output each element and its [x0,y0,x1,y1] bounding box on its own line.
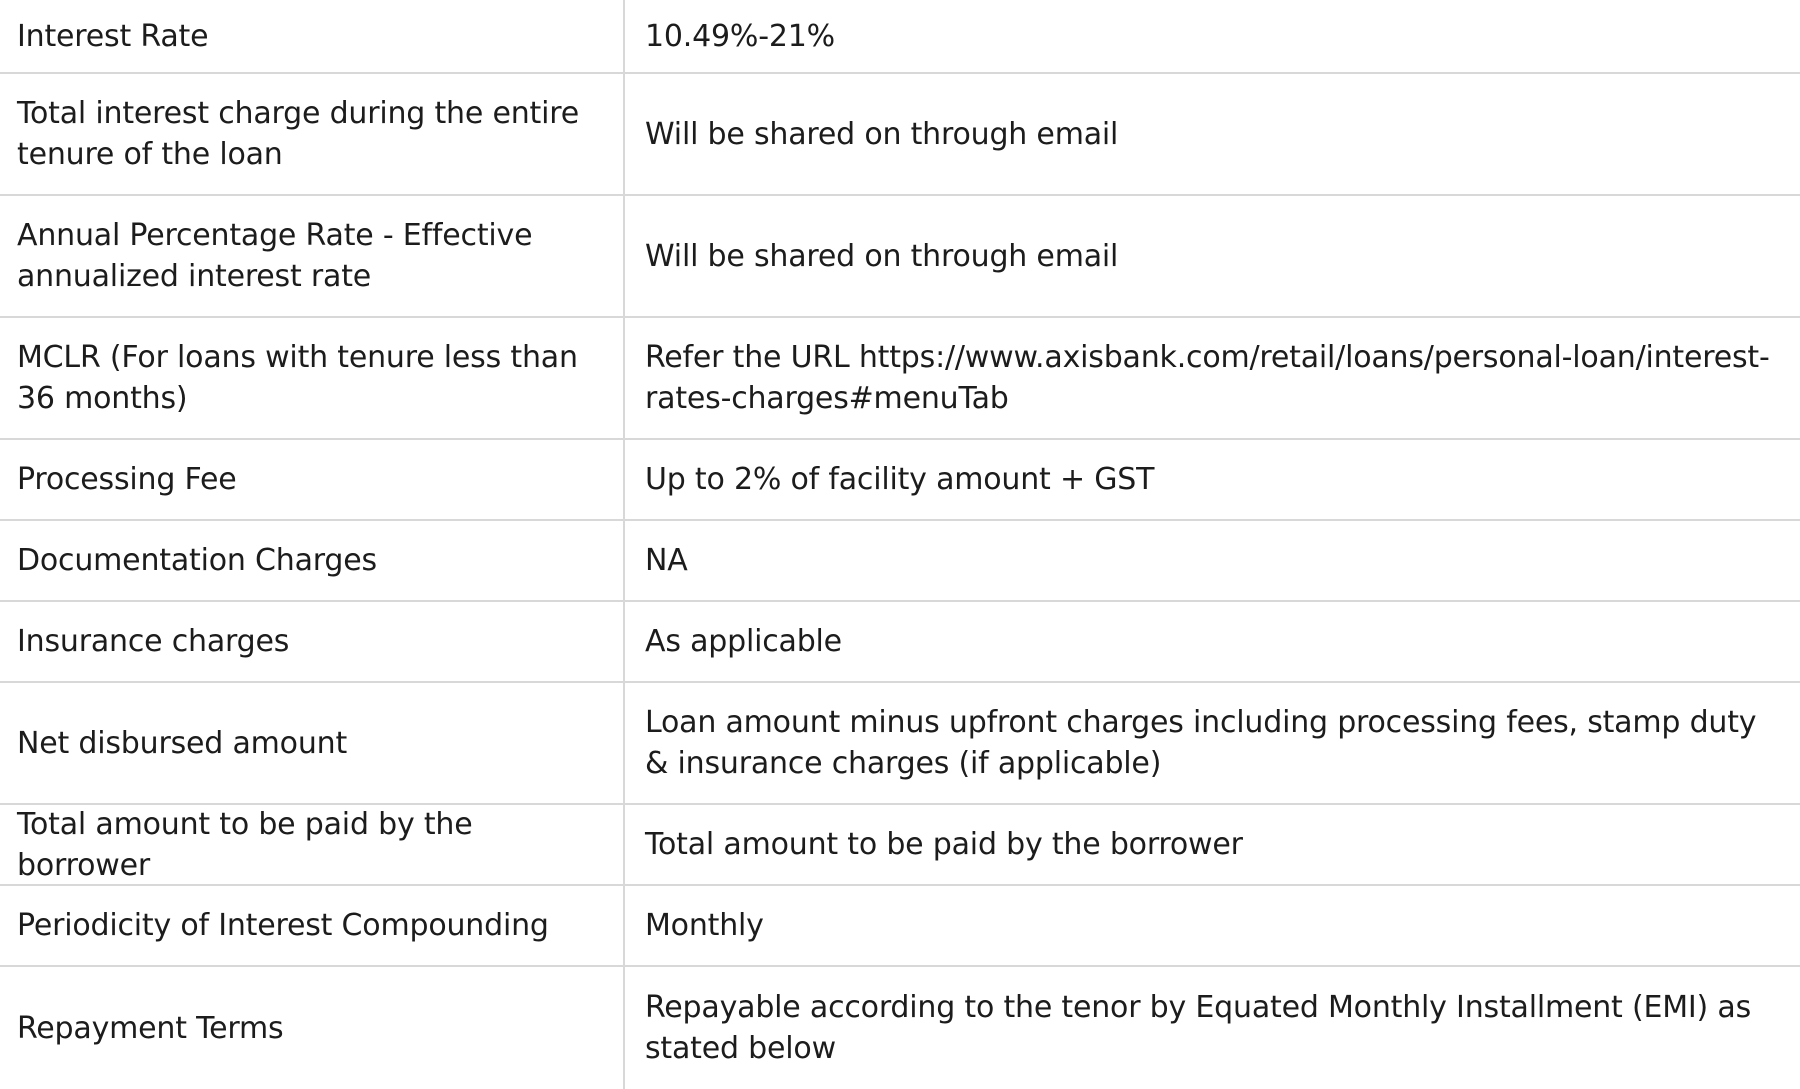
row-value: Repayable according to the tenor by Equated Monthly Installment (EMI) as stated below [645,990,1752,1066]
row-value: Will be shared on through email [645,238,1119,274]
row-value: Monthly [645,908,764,943]
table-row [0,602,1800,683]
table-row [0,440,1800,521]
table-row [0,521,1800,602]
row-value-cell [625,440,1800,519]
row-value: Loan amount minus upfront charges including processing fees, stamp duty & insurance charges (if applicable) [645,705,1757,781]
table-row [0,805,1800,886]
row-label-cell [0,521,625,600]
row-value-cell [625,74,1800,194]
row-value: Refer the URL https://www.axisbank.com/retail/loans/personal-loan/interest-rates-charges#menuTab [645,340,1770,416]
row-label-cell [0,967,625,1089]
row-value-cell [625,886,1800,965]
row-value-cell [625,602,1800,681]
row-label-cell [0,440,625,519]
row-label: Annual Percentage Rate - Effective annualized interest rate [17,218,533,294]
row-label: Processing Fee [17,462,237,497]
table-row [0,74,1800,196]
row-label: Net disbursed amount [17,725,348,761]
row-value: 10.49%-21% [645,18,835,54]
row-label-cell [0,318,625,438]
table-row [0,0,1800,74]
table-row [0,318,1800,440]
row-label-cell [0,196,625,316]
row-label: Documentation Charges [17,543,377,578]
row-value-cell [625,683,1800,803]
row-value: As applicable [645,624,842,659]
row-value-cell [625,967,1800,1089]
row-label-cell [0,683,625,803]
row-label: Periodicity of Interest Compounding [17,908,549,943]
row-value-cell [625,318,1800,438]
row-value: NA [645,543,688,578]
row-label: Interest Rate [17,18,209,54]
row-label: MCLR (For loans with tenure less than 36 months) [17,340,578,416]
row-label: Total amount to be paid by the borrower [17,806,473,883]
row-value: Will be shared on through email [645,116,1119,152]
row-value-cell [625,521,1800,600]
row-value-cell [625,0,1800,72]
row-value: Up to 2% of facility amount + GST [645,462,1155,497]
row-label-cell [0,602,625,681]
row-label-cell [0,74,625,194]
row-label-cell [0,805,625,884]
table-row [0,886,1800,967]
row-label-cell [0,0,625,72]
table-row [0,196,1800,318]
row-value: Total amount to be paid by the borrower [645,827,1243,862]
row-label: Insurance charges [17,624,290,659]
row-label: Total interest charge during the entire tenure of the loan [17,96,579,172]
row-label: Repayment Terms [17,1010,284,1046]
row-label-cell [0,886,625,965]
row-value-cell [625,196,1800,316]
table-row [0,683,1800,805]
row-value-cell [625,805,1800,884]
table-row [0,967,1800,1089]
